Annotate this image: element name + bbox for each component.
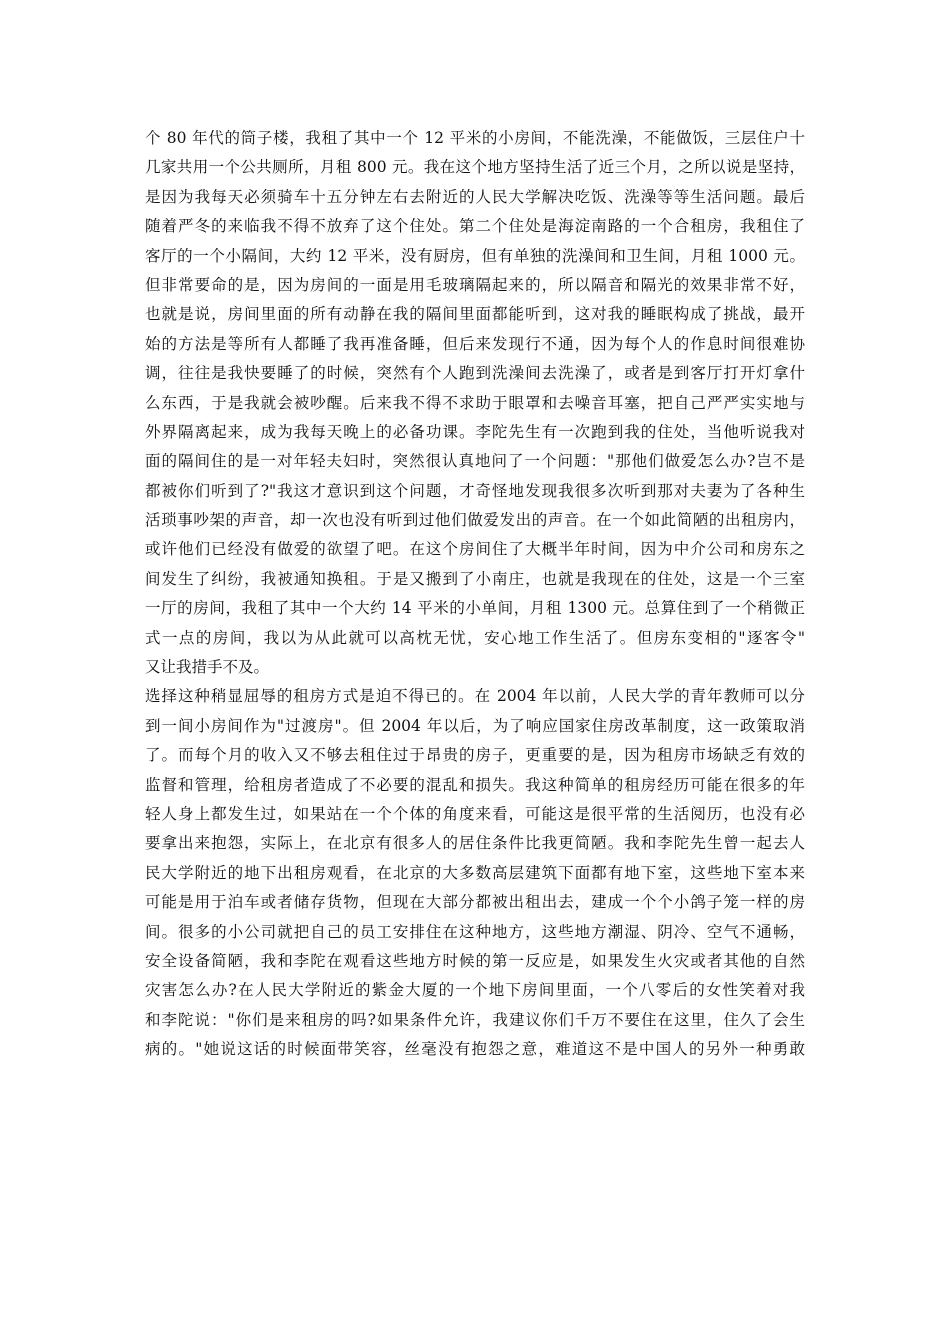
text-line: 也就是说，房间里面的所有动静在我的隔间里面都能听到，这对我的睡眠构成了挑战，最开 — [145, 305, 805, 324]
text-line: 间。很多的小公司就把自己的员工安排住在这种地方，这些地方潮湿、阴冷、空气不通畅， — [145, 922, 805, 941]
text-line: 么东西，于是我就会被吵醒。后来我不得不求助于眼罩和去噪音耳塞，把自己严严实实地与 — [145, 393, 805, 412]
text-line: 选择这种稍显屈辱的租房方式是迫不得已的。在 2004 年以前，人民大学的青年教师可以分 — [145, 687, 805, 706]
text-line: 到一间小房间作为"过渡房"。但 2004 年以后，为了响应国家住房改革制度，这一政策取消 — [145, 716, 805, 735]
text-line: 灾害怎么办?在人民大学附近的紫金大厦的一个地下房间里面，一个八零后的女性笑着对我 — [145, 981, 805, 1000]
text-line: 可能是用于泊车或者储存货物，但现在大部分都被出租出去，建成一个个小鸽子笼一样的房 — [145, 893, 805, 912]
text-line: 调，往往是我快要睡了的时候，突然有个人跑到洗澡间去洗澡了，或者是到客厅打开灯拿什 — [145, 364, 805, 383]
text-line: 活琐事吵架的声音，却一次也没有听到过他们做爱发出的声音。在一个如此简陋的出租房内， — [145, 511, 805, 530]
text-line: 要拿出来抱怨，实际上，在北京有很多人的居住条件比我更简陋。我和李陀先生曾一起去人 — [145, 834, 805, 853]
text-line: 是因为我每天必须骑车十五分钟左右去附近的人民大学解决吃饭、洗澡等等生活问题。最后 — [145, 187, 805, 206]
text-line: 都被你们听到了?"我这才意识到这个问题，才奇怪地发现我很多次听到那对夫妻为了各种生 — [145, 481, 805, 500]
text-line: 但非常要命的是，因为房间的一面是用毛玻璃隔起来的，所以隔音和隔光的效果非常不好， — [145, 275, 805, 294]
text-line: 一厅的房间，我租了其中一个大约 14 平米的小单间，月租 1300 元。总算住到了一个稍微正 — [145, 599, 805, 618]
text-line: 民大学附近的地下出租房观看，在北京的大多数高层建筑下面都有地下室，这些地下室本来 — [145, 863, 805, 882]
text-line: 又让我措手不及。 — [145, 658, 270, 677]
text-line: 始的方法是等所有人都睡了我再准备睡，但后来发现行不通，因为每个人的作息时间很难协 — [145, 334, 805, 353]
text-line: 病的。"她说这话的时候面带笑容，丝毫没有抱怨之意，难道这不是中国人的另外一种勇敢 — [145, 1040, 805, 1059]
text-line: 式一点的房间，我以为从此就可以高枕无忧，安心地工作生活了。但房东变相的"逐客令" — [145, 628, 805, 647]
text-line: 随着严冬的来临我不得不放弃了这个住处。第二个住处是海淀南路的一个合租房，我租住了 — [145, 217, 805, 236]
text-line: 和李陀说："你们是来租房的吗?如果条件允许，我建议你们千万不要住在这里，住久了会生 — [145, 1010, 805, 1029]
text-line: 轻人身上都发生过，如果站在一个个体的角度来看，可能这是很平常的生活阅历，也没有必 — [145, 804, 805, 823]
text-line: 个 80 年代的筒子楼，我租了其中一个 12 平米的小房间，不能洗澡，不能做饭，三层住户十 — [145, 129, 805, 147]
text-line: 间发生了纠纷，我被通知换租。于是又搬到了小南庄，也就是我现在的住处，这是一个三室 — [145, 569, 805, 588]
text-line: 了。而每个月的收入又不够去租住过于昂贵的房子，更重要的是，因为租房市场缺乏有效的 — [145, 746, 805, 765]
text-line: 几家共用一个公共厕所，月租 800 元。我在这个地方坚持生活了近三个月，之所以说是坚持， — [145, 158, 805, 177]
text-line: 面的隔间住的是一对年轻夫妇时，突然很认真地问了一个问题："那他们做爱怎么办?岂不是 — [145, 452, 805, 471]
text-line: 或许他们已经没有做爱的欲望了吧。在这个房间住了大概半年时间，因为中介公司和房东之 — [145, 540, 805, 559]
body-text — [145, 124, 805, 1065]
text-line: 客厅的一个小隔间，大约 12 平米，没有厨房，但有单独的洗澡间和卫生间，月租 1000 元。 — [145, 246, 805, 265]
text-line: 外界隔离起来，成为我每天晚上的必备功课。李陀先生有一次跑到我的住处，当他听说我对 — [145, 422, 805, 441]
text-line: 监督和管理，给租房者造成了不必要的混乱和损失。我这种简单的租房经历可能在很多的年 — [145, 775, 805, 794]
text-line: 安全设备简陋，我和李陀在观看这些地方时候的第一反应是，如果发生火灾或者其他的自然 — [145, 951, 805, 970]
